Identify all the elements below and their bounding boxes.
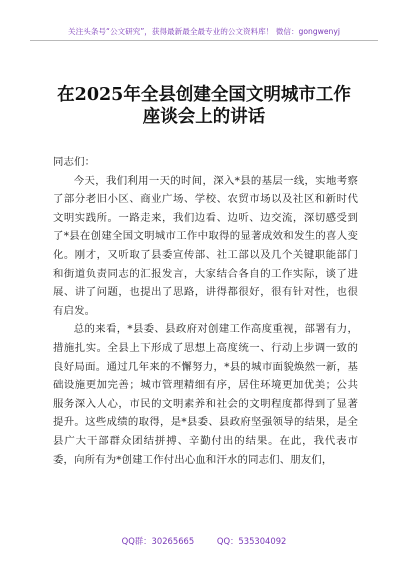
footer xyxy=(0,535,408,547)
header-banner: 关注头条号“公文研究”，获得最新最全最专业的公文资料库！ 微信：gongwenyj xyxy=(68,27,340,36)
footer-qq: QQ：535304092 xyxy=(216,536,287,546)
salutation: 同志们： xyxy=(53,156,96,168)
title-line-2: 座谈会上的讲话 xyxy=(142,107,266,127)
document-title xyxy=(30,84,378,128)
footer-qq-group: QQ群：30265665 xyxy=(121,536,195,546)
paragraph-1: 今天，我们利用一天的时间，深入*县的基层一线，实地考察了部分老旧小区、商业广场、学校、农贸市场以及社区和新时代文明实践所。一路走来，我们边看、边听、边交流，深切感受到了*县在创建全国文明城市工作中取得的显著成效和发生的喜人变化。刚才，又听取了县委宣传部、社工部以及几个关键职能部门和街道负责同志的汇报发言，大家结合各自的工作实际，谈了进展、讲了问题，也提出了思路，讲得都很好，很有针对性，也很有启发。 xyxy=(53,174,358,317)
paragraph-2: 总的来看，*县委、县政府对创建工作高度重视，部署有力，措施扎实。全县上下形成了思想上高度统一、行动上步调一致的良好局面。通过几年来的不懈努力，*县的城市面貌焕然一新，基础设施更加完善；城市管理精细有序，居住环境更加优美；公共服务深入人心，市民的文明素养和社会的文明程度都得到了显著提升。这些成绩的取得，是*县委、县政府坚强领导的结果，是全县广大干部群众团结拼搏、辛勤付出的结果。在此，我代表市委，向所有为*创建工作付出心血和汗水的同志们、朋友们， xyxy=(53,323,358,466)
title-line-1: 在2025年全县创建全国文明城市工作 xyxy=(57,85,351,105)
header-divider xyxy=(30,40,378,41)
document-body xyxy=(53,153,358,469)
